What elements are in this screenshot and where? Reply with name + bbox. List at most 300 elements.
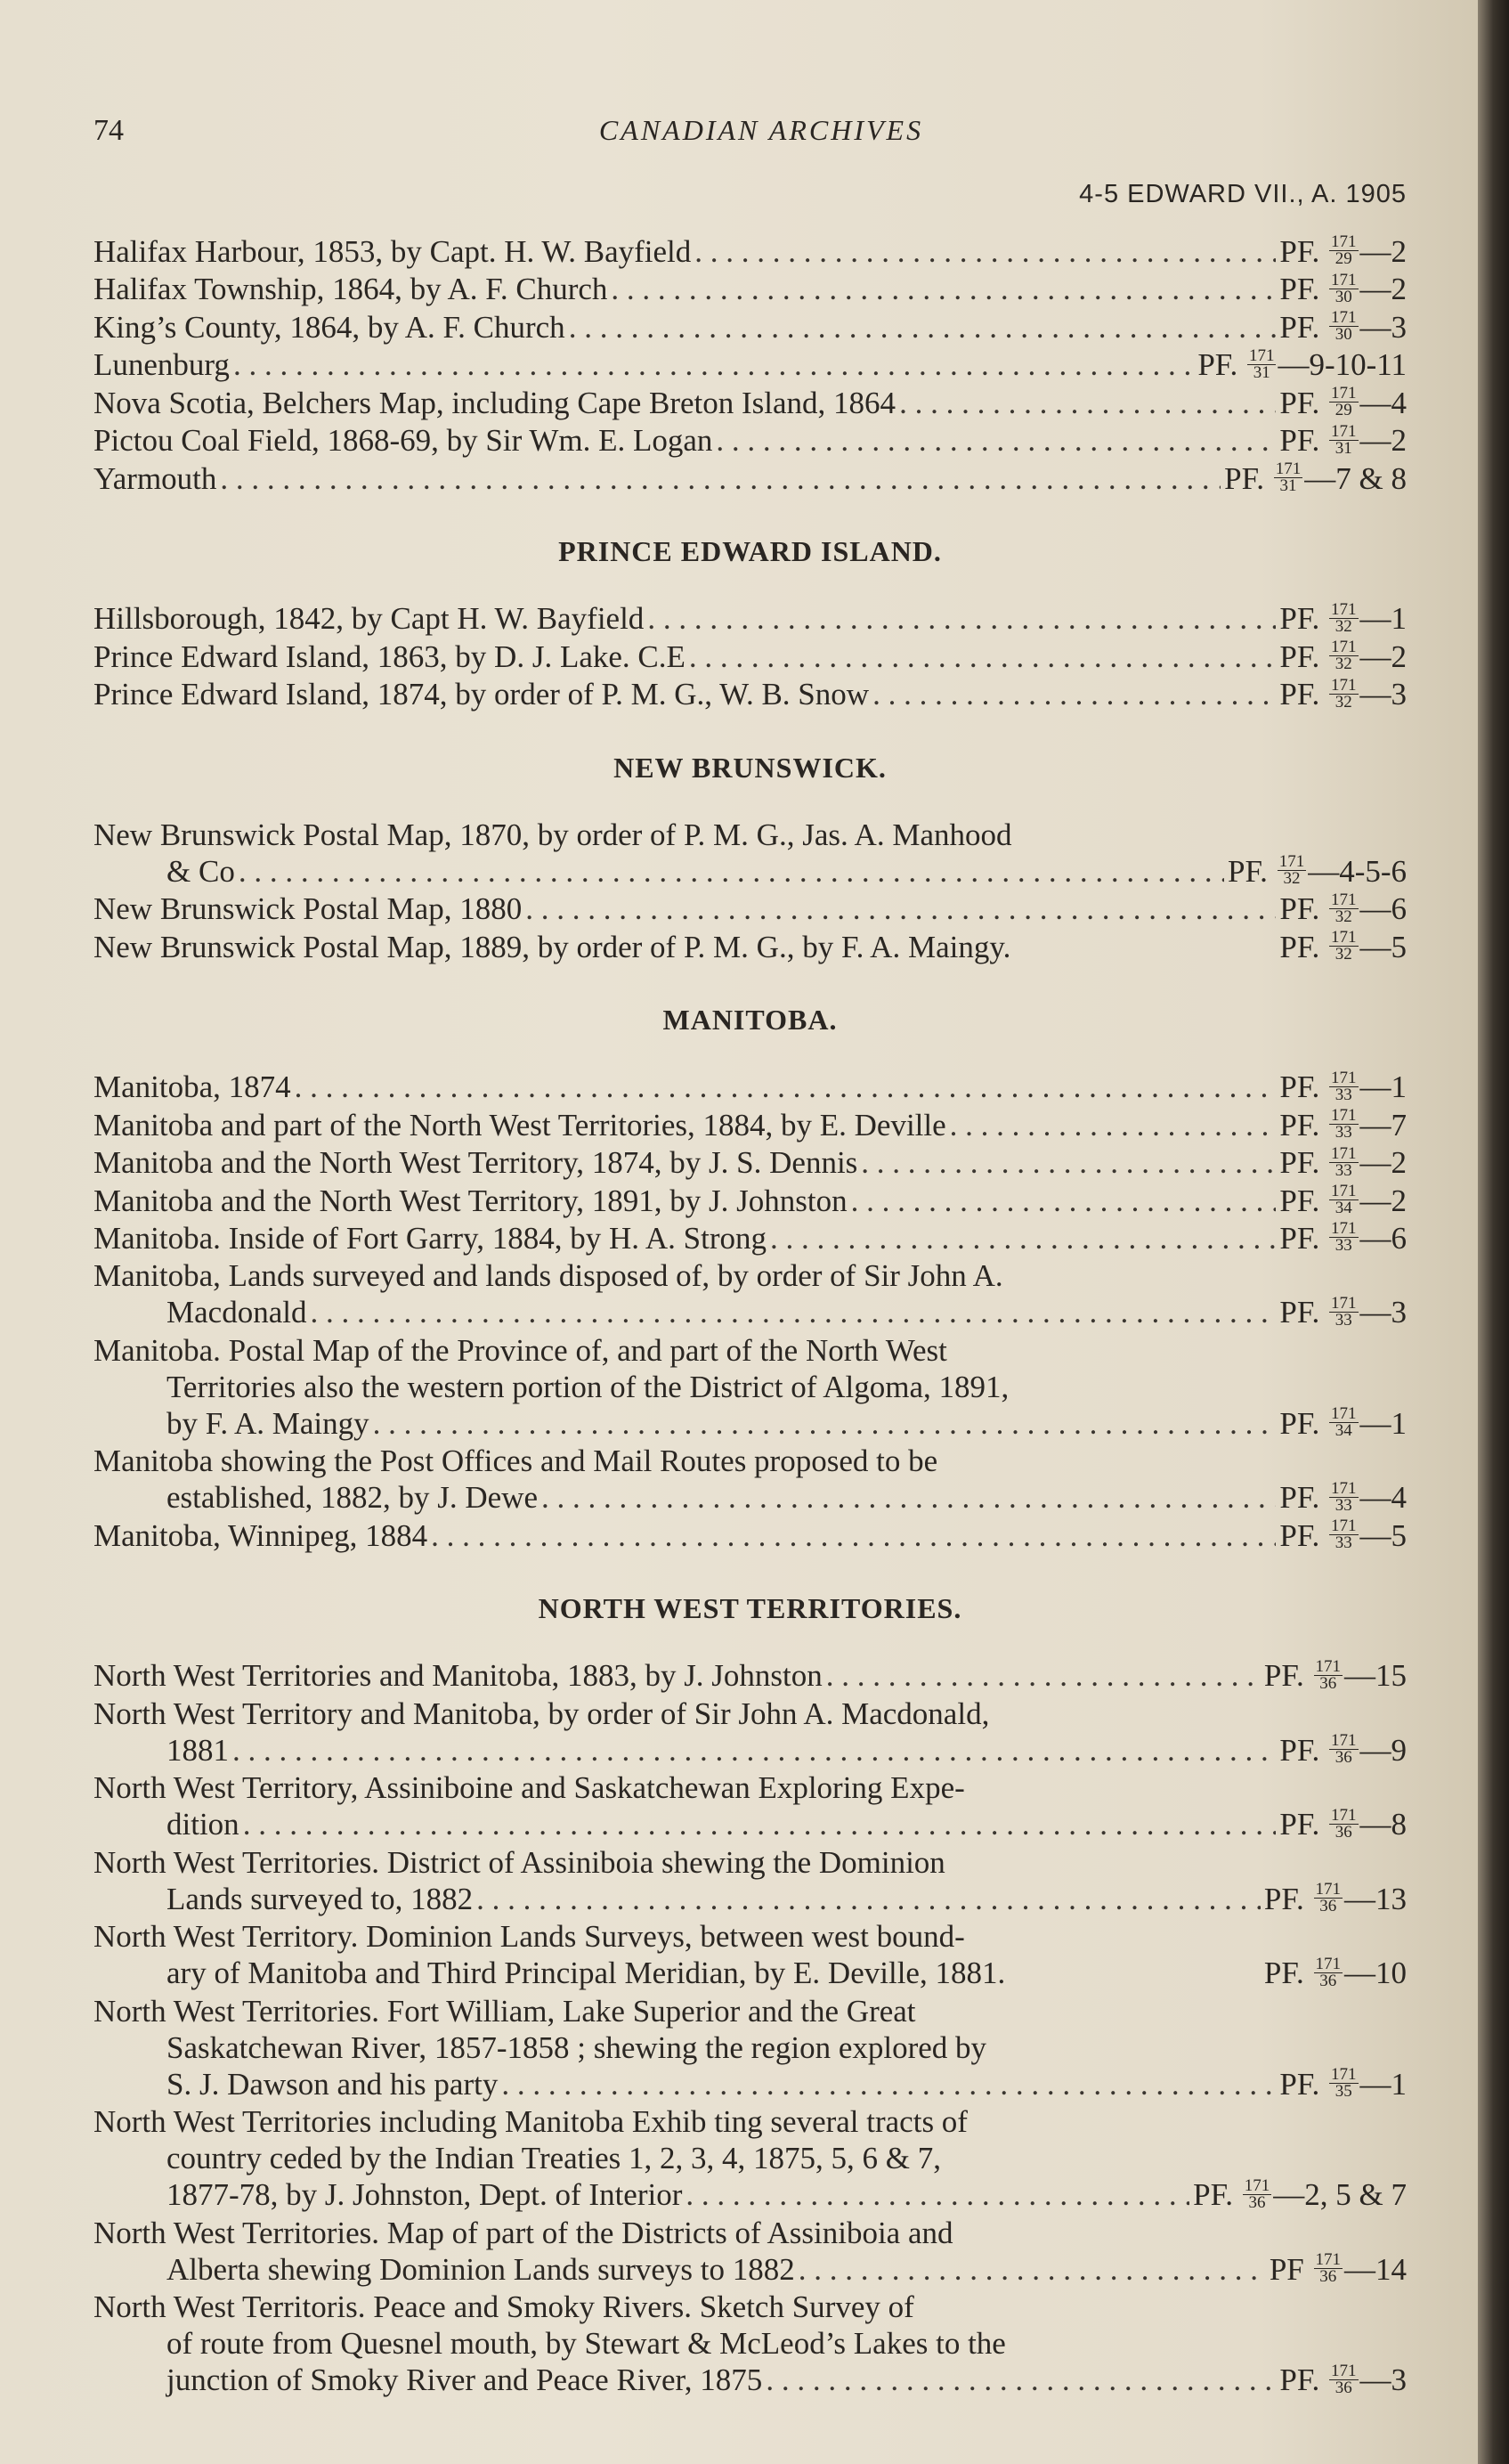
ref-suffix: —1 [1359,2066,1407,2102]
fraction-denominator: 32 [1335,945,1352,964]
ref-prefix: PF. [1279,1807,1320,1842]
ref-fraction [1329,1293,1359,1330]
book-spine [1478,0,1509,2464]
page-number: 74 [93,114,124,147]
fraction-denominator: 30 [1335,325,1352,345]
fraction-denominator: 36 [1335,1822,1352,1842]
ref-prefix: PF. [1197,347,1238,383]
ref-suffix: —1 [1359,1405,1407,1441]
map-entry [93,1769,1407,1843]
entry-line [93,1806,1407,1843]
fraction-denominator: 31 [1279,476,1297,496]
fraction-numerator: 171 [1331,1293,1357,1313]
entry-line [93,1405,1407,1443]
entry-line [93,1183,1407,1220]
entry-line [93,385,1407,422]
leader-dots [243,1806,1277,1842]
map-entry [93,1517,1407,1555]
fraction-numerator: 171 [1331,308,1357,328]
leader-dots [899,385,1276,421]
ref-fraction [1329,675,1359,712]
entry-line [93,2325,1407,2362]
map-entry [93,890,1407,928]
shelf-reference [1279,2362,1407,2399]
leader-dots [851,1183,1277,1219]
ref-prefix: PF. [1279,385,1320,420]
fraction-numerator: 171 [1331,270,1357,289]
ref-fraction [1274,461,1303,494]
fraction-denominator: 36 [1319,2267,1337,2287]
map-entry [93,2103,1407,2214]
ref-fraction [1329,1143,1359,1180]
fraction-denominator: 33 [1335,1495,1352,1515]
map-entry [93,2289,1407,2399]
map-entry [93,271,1407,308]
ref-suffix: —5 [1359,1517,1407,1553]
fraction-denominator: 36 [1319,1897,1337,1916]
shelf-reference [1264,1955,1407,1992]
page-header [93,114,1429,159]
leader-dots [220,460,1221,497]
ref-suffix: —2 [1359,1145,1407,1181]
leader-dots [861,1144,1276,1181]
ref-suffix: —2, 5 & 7 [1273,2177,1407,2213]
entry-line [93,2289,1407,2325]
entry-line [93,1220,1407,1257]
shelf-reference [1193,2176,1407,2214]
ref-fraction [1314,1882,1343,1915]
entry-title-text: North West Territory. Dominion Lands Surveys, between west bound- [93,1919,965,1955]
entry-line [93,1881,1407,1918]
map-entry [93,1844,1407,1918]
entry-title-text: North West Territories and Manitoba, 1883, by J. Johnston [93,1658,823,1694]
fraction-numerator: 171 [1244,2175,1270,2195]
ref-suffix: —3 [1359,677,1407,712]
fraction-numerator: 171 [1331,1181,1357,1200]
ref-suffix: —2 [1359,272,1407,307]
shelf-reference [1279,1294,1407,1331]
fraction-denominator: 32 [1335,655,1352,674]
fraction-numerator: 171 [1331,1517,1357,1536]
entry-title-text: North West Territoris. Peace and Smoky Rivers. Sketch Survey of [93,2289,914,2325]
entry-line [93,1479,1407,1517]
map-entry [93,1183,1407,1220]
entry-line [93,2215,1407,2251]
shelf-reference [1224,460,1407,498]
ref-suffix: —6 [1359,1220,1407,1256]
map-entry [93,929,1407,966]
shelf-reference [1279,422,1407,459]
ref-prefix: PF. [1279,272,1320,307]
ref-suffix: —4 [1359,385,1407,420]
ref-prefix: PF. [1279,1405,1320,1441]
entry-title-text: of route from Quesnel mouth, by Stewart & McLeod’s Lakes to the [166,2326,1006,2362]
ref-prefix: PF [1269,2251,1304,2287]
fraction-denominator: 36 [1248,2192,1266,2212]
map-entry [93,1107,1407,1144]
ref-fraction [1329,1108,1359,1141]
ref-suffix: —13 [1344,1881,1407,1916]
entry-line [93,271,1407,308]
ref-fraction [1329,386,1359,419]
map-list [93,233,1407,2400]
entry-title-text: North West Territories. Fort William, Lake Superior and the Great [93,1993,916,2029]
ref-suffix: —8 [1359,1807,1407,1842]
fraction-denominator: 29 [1335,401,1352,420]
ref-fraction [1329,639,1359,672]
fraction-denominator: 34 [1335,1421,1352,1441]
entry-title-text: Manitoba showing the Post Offices and Mail Routes proposed to be [93,1443,938,1479]
entry-title-text: S. J. Dawson and his party [166,2066,499,2102]
entry-title-text: Manitoba. Postal Map of the Province of, and part of the North West [93,1332,947,1368]
ref-prefix: PF. [1224,460,1265,496]
leader-dots [233,346,1194,383]
map-entry [93,385,1407,422]
leader-dots [295,1069,1277,1105]
fraction-numerator: 171 [1315,1880,1341,1899]
map-entry [93,309,1407,346]
entry-title-text: North West Territories. Map of part of the Districts of Assiniboia and [93,2215,953,2250]
entry-title-text: Alberta shewing Dominion Lands surveys to 1882 [166,2251,795,2287]
entry-title-text: Saskatchewan River, 1857-1858 ; shewing the region explored by [166,2029,987,2065]
shelf-reference [1279,1732,1407,1769]
fraction-numerator: 171 [1331,675,1357,695]
leader-dots [569,309,1277,346]
ref-suffix: —2 [1359,423,1407,459]
leader-dots [541,1479,1276,1516]
ref-fraction [1329,1183,1359,1216]
map-entry [93,346,1407,384]
ref-suffix: —1 [1359,1069,1407,1105]
map-entry [93,676,1407,713]
leader-dots [799,2251,1266,2288]
ref-prefix: PF. [1193,2177,1234,2213]
entry-line [93,1069,1407,1106]
shelf-reference [1279,309,1407,346]
entry-line [93,1257,1407,1294]
leader-dots [686,2176,1189,2213]
entry-title-text: ary of Manitoba and Third Principal Meridian, by E. Deville, 1881. [166,1956,1006,1991]
ref-suffix: —7 & 8 [1304,460,1407,496]
entry-title-text: Halifax Harbour, 1853, by Capt. H. W. Bayfield [93,234,692,269]
entry-line [93,676,1407,713]
entry-title-text: country ceded by the Indian Treaties 1, 2, 3, 4, 1875, 5, 6 & 7, [166,2141,942,2176]
ref-fraction [1329,599,1359,636]
ref-fraction [1329,2363,1359,2396]
entry-line [93,1769,1407,1806]
entry-title-text: Hillsborough, 1842, by Capt H. W. Bayfield [93,601,645,637]
ref-prefix: PF. [1228,853,1268,889]
entry-title-text: Yarmouth [93,460,217,496]
leader-dots [431,1517,1276,1554]
ref-fraction [1329,1805,1359,1842]
fraction-numerator: 171 [1331,1805,1357,1825]
ref-fraction [1278,854,1307,887]
fraction-denominator: 31 [1335,438,1352,458]
entry-line [93,600,1407,638]
ref-fraction [1329,1478,1359,1515]
fraction-denominator: 36 [1335,2378,1352,2397]
entry-line [93,233,1407,271]
ref-prefix: PF. [1279,1183,1320,1218]
shelf-reference [1228,853,1407,890]
shelf-reference [1279,890,1407,928]
fraction-denominator: 33 [1335,1310,1352,1330]
entry-title-text: Prince Edward Island, 1863, by D. J. Lake. C.E [93,638,686,674]
fraction-numerator: 171 [1278,852,1305,872]
fraction-numerator: 171 [1331,1068,1357,1087]
ref-fraction [1329,2067,1359,2100]
ref-suffix: —4 [1359,1480,1407,1516]
ref-prefix: PF. [1279,234,1320,269]
ref-prefix: PF. [1279,2362,1320,2398]
fraction-denominator: 32 [1335,907,1352,926]
fraction-numerator: 171 [1315,1954,1341,1973]
ref-prefix: PF. [1279,423,1320,459]
ref-fraction [1314,1956,1343,1989]
ref-suffix: —9-10-11 [1278,347,1407,383]
entry-title-text: North West Territory and Manitoba, by order of Sir John A. Macdonald, [93,1696,990,1731]
fraction-numerator: 171 [1331,1731,1357,1751]
entry-title-text: Nova Scotia, Belchers Map, including Cape Breton Island, 1864 [93,385,896,420]
ref-prefix: PF. [1279,677,1320,712]
shelf-reference [1279,638,1407,676]
shelf-reference [1270,2251,1407,2289]
entry-title-text: junction of Smoky River and Peace River, 1875 [166,2362,763,2398]
entry-title-text: Manitoba and the North West Territory, 1891, by J. Johnston [93,1183,848,1218]
entry-line [93,1369,1407,1405]
ref-prefix: PF. [1279,1220,1320,1256]
entry-line [93,1993,1407,2029]
fraction-denominator: 33 [1335,1123,1352,1143]
ref-prefix: PF. [1279,638,1320,674]
running-title: CANADIAN ARCHIVES [598,114,924,146]
fraction-numerator: 171 [1331,638,1357,657]
map-entry [93,1443,1407,1517]
entry-title-text: New Brunswick Postal Map, 1870, by order of P. M. G., Jas. A. Manhood [93,817,1012,852]
map-entry [93,1696,1407,1769]
entry-title-text: Territories also the western portion of the District of Algoma, 1891, [166,1369,1010,1404]
entry-line [93,2029,1407,2066]
entry-line [93,2251,1407,2289]
fraction-denominator: 36 [1335,1748,1352,1768]
fraction-numerator: 171 [1315,2250,1341,2270]
map-entry [93,422,1407,459]
fraction-denominator: 35 [1335,2082,1352,2102]
entry-title-text: dition [166,1807,239,1842]
ref-suffix: —1 [1359,601,1407,637]
fraction-numerator: 171 [1331,599,1357,619]
shelf-reference [1264,1881,1407,1918]
ref-prefix: PF. [1263,1881,1304,1916]
ref-suffix: —2 [1359,638,1407,674]
entry-title-text: & Co [166,853,235,889]
ref-fraction [1314,2252,1343,2285]
fraction-denominator: 30 [1335,287,1352,306]
entry-title-text: by F. A. Maingy [166,1405,369,1441]
ref-suffix: —6 [1359,891,1407,927]
shelf-reference [1279,233,1407,271]
ref-suffix: —3 [1359,1295,1407,1330]
map-entry [93,1332,1407,1443]
leader-dots [232,1732,1276,1769]
entry-line [93,890,1407,928]
shelf-reference [1279,385,1407,422]
entry-line [93,817,1407,853]
ref-prefix: PF. [1279,309,1320,345]
entry-title-text: Manitoba. Inside of Fort Garry, 1884, by H. A. Strong [93,1220,767,1256]
leader-dots [525,890,1276,927]
shelf-reference [1279,1183,1407,1220]
ref-fraction [1329,892,1359,925]
fraction-denominator: 32 [1283,869,1301,889]
fraction-denominator: 32 [1335,616,1352,636]
shelf-reference [1279,1517,1407,1555]
entry-title-text: 1877-78, by J. Johnston, Dept. of Interior [166,2177,683,2213]
leader-dots [694,233,1276,270]
entry-title-text: Lunenburg [93,347,230,383]
map-entry [93,1257,1407,1331]
entry-line [93,1107,1407,1144]
ref-fraction [1247,348,1277,381]
fraction-denominator: 31 [1253,362,1270,382]
entry-title-text: 1881 [166,1732,229,1768]
ref-prefix: PF. [1263,1956,1304,1991]
shelf-reference [1279,1405,1407,1443]
leader-dots [373,1405,1277,1442]
entry-title-text: New Brunswick Postal Map, 1880 [93,891,523,927]
ref-suffix: —2 [1359,234,1407,269]
leader-dots [689,638,1276,675]
entry-title-text: Manitoba, Winnipeg, 1884 [93,1517,428,1553]
shelf-reference [1279,1479,1407,1517]
fraction-denominator: 33 [1335,1533,1352,1553]
fraction-numerator: 171 [1331,1106,1357,1126]
shelf-reference [1279,2066,1407,2103]
entry-line [93,1443,1407,1479]
entry-line [93,2103,1407,2140]
entry-title-text: King’s County, 1864, by A. F. Church [93,309,565,345]
entry-line [93,1517,1407,1555]
ref-fraction [1329,1406,1359,1439]
entry-title-text: Manitoba, Lands surveyed and lands disposed of, by order of Sir John A. [93,1258,1003,1294]
entry-line [93,1332,1407,1369]
leader-dots [647,600,1276,637]
shelf-reference [1264,1657,1407,1695]
map-entry [93,460,1407,498]
leader-dots [826,1657,1261,1694]
leader-dots [239,853,1224,890]
shelf-reference [1279,1144,1407,1182]
map-entry [93,600,1407,638]
ref-suffix: —14 [1344,2251,1407,2287]
ref-prefix: PF. [1279,1480,1320,1516]
leader-dots [310,1294,1276,1330]
entry-line [93,1294,1407,1331]
entry-line [93,2066,1407,2103]
ref-fraction [1329,1070,1359,1103]
section-heading: PRINCE EDWARD ISLAND. [558,535,942,568]
map-entry [93,638,1407,676]
map-entry [93,817,1407,890]
ref-prefix: PF. [1279,1295,1320,1330]
ref-fraction [1329,1518,1359,1551]
fraction-numerator: 171 [1331,232,1357,252]
map-entry [93,1918,1407,1992]
ref-suffix: —3 [1359,2362,1407,2398]
ref-suffix: —2 [1359,1183,1407,1218]
section-heading: MANITOBA. [662,1004,838,1037]
fraction-numerator: 171 [1331,890,1357,909]
ref-suffix: —7 [1359,1107,1407,1143]
entry-title-text: established, 1882, by J. Dewe [166,1480,539,1516]
fraction-numerator: 171 [1331,2361,1357,2380]
entry-title-text: Manitoba and the North West Territory, 1874, by J. S. Dennis [93,1145,858,1181]
section-heading: NORTH WEST TERRITORIES. [538,1592,962,1625]
ref-fraction [1329,272,1359,305]
entry-title-text: Prince Edward Island, 1874, by order of P. M. G., W. B. Snow [93,677,870,712]
fraction-numerator: 171 [1331,421,1357,441]
shelf-reference [1279,600,1407,638]
leader-dots [611,271,1276,307]
entry-title-text: Macdonald [166,1295,307,1330]
ref-prefix: PF. [1279,1517,1320,1553]
fraction-denominator: 29 [1335,249,1352,269]
ref-prefix: PF. [1279,1069,1320,1105]
ref-prefix: PF. [1279,929,1320,964]
shelf-reference [1279,929,1407,966]
ref-prefix: PF. [1279,1145,1320,1181]
fraction-denominator: 36 [1319,1673,1337,1693]
entry-title-text: Pictou Coal Field, 1868-69, by Sir Wm. E. Logan [93,423,713,459]
ref-fraction [1329,1221,1359,1254]
fraction-numerator: 171 [1331,2065,1357,2085]
entry-line [93,2362,1407,2399]
entry-line [93,346,1407,384]
ref-suffix: —9 [1359,1732,1407,1768]
entry-line [93,422,1407,459]
entry-title-text: North West Territories including Manitoba Exhib ting several tracts of [93,2104,968,2140]
leader-dots [716,422,1276,459]
leader-dots [476,1881,1261,1917]
ref-suffix: —15 [1344,1658,1407,1694]
ref-prefix: PF. [1279,1732,1320,1768]
ref-fraction [1329,1733,1359,1766]
entry-line [93,2176,1407,2214]
ref-prefix: PF. [1279,891,1320,927]
leader-dots [950,1107,1277,1143]
entry-line [93,1955,1407,1992]
entry-line [93,1657,1407,1695]
fraction-denominator: 33 [1335,1160,1352,1180]
leader-dots [770,1220,1276,1256]
fraction-denominator: 36 [1319,1971,1337,1990]
fraction-numerator: 171 [1331,1219,1357,1239]
map-entry [93,2215,1407,2289]
shelf-reference [1279,1220,1407,1257]
fraction-numerator: 171 [1331,1478,1357,1498]
map-entry [93,233,1407,271]
map-entry [93,1069,1407,1106]
fraction-numerator: 171 [1331,1404,1357,1424]
ref-fraction [1329,310,1359,343]
entry-line [93,1144,1407,1182]
map-entry [93,1657,1407,1695]
fraction-denominator: 33 [1335,1236,1352,1256]
map-entry [93,1144,1407,1182]
entry-line [93,853,1407,890]
ref-prefix: PF. [1263,1658,1304,1694]
